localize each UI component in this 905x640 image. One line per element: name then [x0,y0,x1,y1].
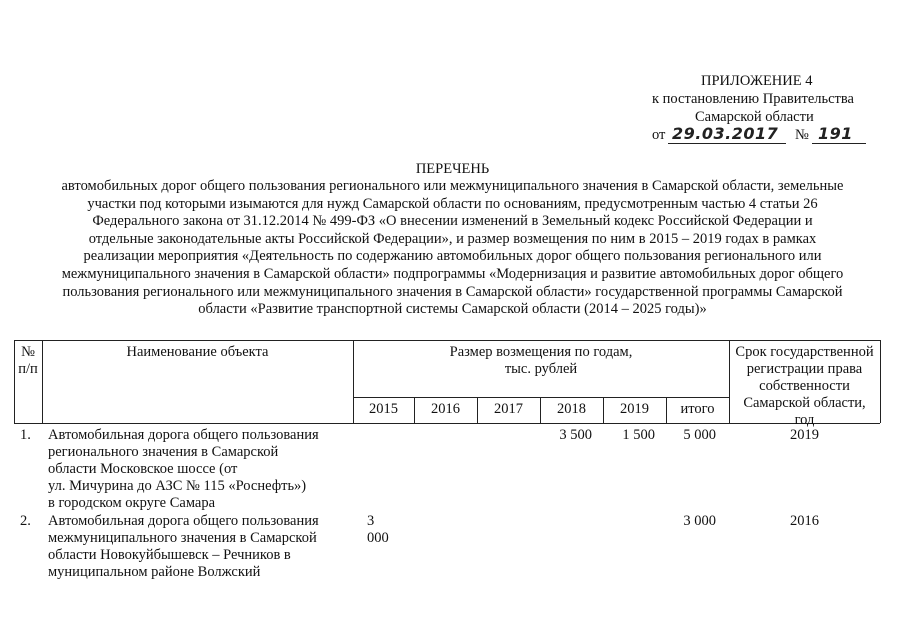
header-amount-line: тыс. рублей [504,361,578,377]
row-name-line: Автомобильная дорога общего пользования [48,427,319,443]
row-name-line: межмуниципального значения в Самарской [48,530,317,546]
row-2-2015: 3 000 [367,513,389,546]
header-registration-line: Срок государственной [735,344,874,360]
table-top-border [14,340,880,341]
row-name-line: муниципальном районе Волжский [48,564,261,580]
row-1-total: 5 000 [683,427,716,443]
subtitle-line: пользования регионального или межмуниципального значения в Самарской области» государственной программы Самарской [62,283,843,300]
row-name-line: ул. Мичурина до АЗС № 115 «Роснефть») [48,478,307,494]
subtitle-line: Федерального закона от 31.12.2014 № 499-ФЗ «О внесении изменений в Земельный кодекс Российской Федерации и [92,213,813,230]
subtitle-line: участки под которыми изымаются для нужд Самарской области по основаниям, предусмотренным частью 4 статьи 26 [87,195,818,212]
header-registration [729,344,880,429]
header-year: 2019 [620,401,649,417]
header-amount-line: Размер возмещения по годам, [449,344,633,360]
appendix-title: ПРИЛОЖЕНИЕ 4 [701,73,813,89]
document-title: ПЕРЕЧЕНЬ [415,161,490,177]
row-1-name [48,427,353,512]
row-1-2019: 1 500 [622,427,655,443]
header-num [14,344,42,378]
header-num-line: № [21,344,35,360]
row-2-num: 2. [20,513,31,529]
row-2-reg-year: 2016 [790,513,819,529]
appendix-date-handwritten: 29.03.2017 [672,124,779,143]
row-1-num: 1. [20,427,31,443]
row-2-total: 3 000 [683,513,716,529]
subtitle-line: межмуниципального значения в Самарской области» подпрограммы «Модернизация и развитие автомобильных дорог общего [61,265,844,282]
subtitle-line: отдельные законодательные акты Российской Федерации», и размер возмещения по ним в 2015 – 2019 годах в рамках [88,230,817,247]
header-year: 2018 [557,401,586,417]
row-2-name [48,513,353,581]
header-amount [353,344,729,378]
row-name-line: области Новокуйбышевск – Речников в [48,547,291,563]
table-right-border [880,340,881,423]
row-name-line: Автомобильная дорога общего пользования [48,513,319,529]
subtitle-line: автомобильных дорог общего пользования регионального или межмуниципального значения в Самарской области, земельные [61,178,844,194]
appendix-number-prefix: № [795,127,809,143]
header-registration-line: Самарской области, [743,395,866,411]
row-1-2018: 3 500 [559,427,592,443]
header-registration-line: год [794,412,815,428]
subtitle-line: области «Развитие транспортной системы Самарской области (2014 – 2025 годы)» [198,301,707,318]
header-registration-line: регистрации права [746,361,863,377]
header-num-line: п/п [18,361,38,377]
row-name-line: в городском округе Самара [48,495,216,511]
row-1-reg-year: 2019 [790,427,819,443]
appendix-date-prefix: от [652,127,666,143]
appendix-line-region: Самарской области [695,109,814,125]
date-underline [668,143,786,144]
row-name-line: регионального значения в Самарской [48,444,279,460]
appendix-number-handwritten: 191 [818,124,853,143]
appendix-line-decree: к постановлению Правительства [652,91,854,107]
header-object-name: Наименование объекта [126,344,269,360]
number-underline [812,143,866,144]
header-year: 2017 [494,401,523,417]
header-registration-line: собственности [759,378,850,394]
header-year: 2016 [431,401,460,417]
document-subtitle [0,178,905,319]
years-row-top-border [353,397,729,398]
row-name-line: области Московское шоссе (от [48,461,238,477]
header-year: 2015 [369,401,398,417]
header-total: итого [680,401,715,417]
subtitle-line: реализации мероприятия «Деятельность по содержанию автомобильных дорог общего пользования регионального или [83,248,822,265]
